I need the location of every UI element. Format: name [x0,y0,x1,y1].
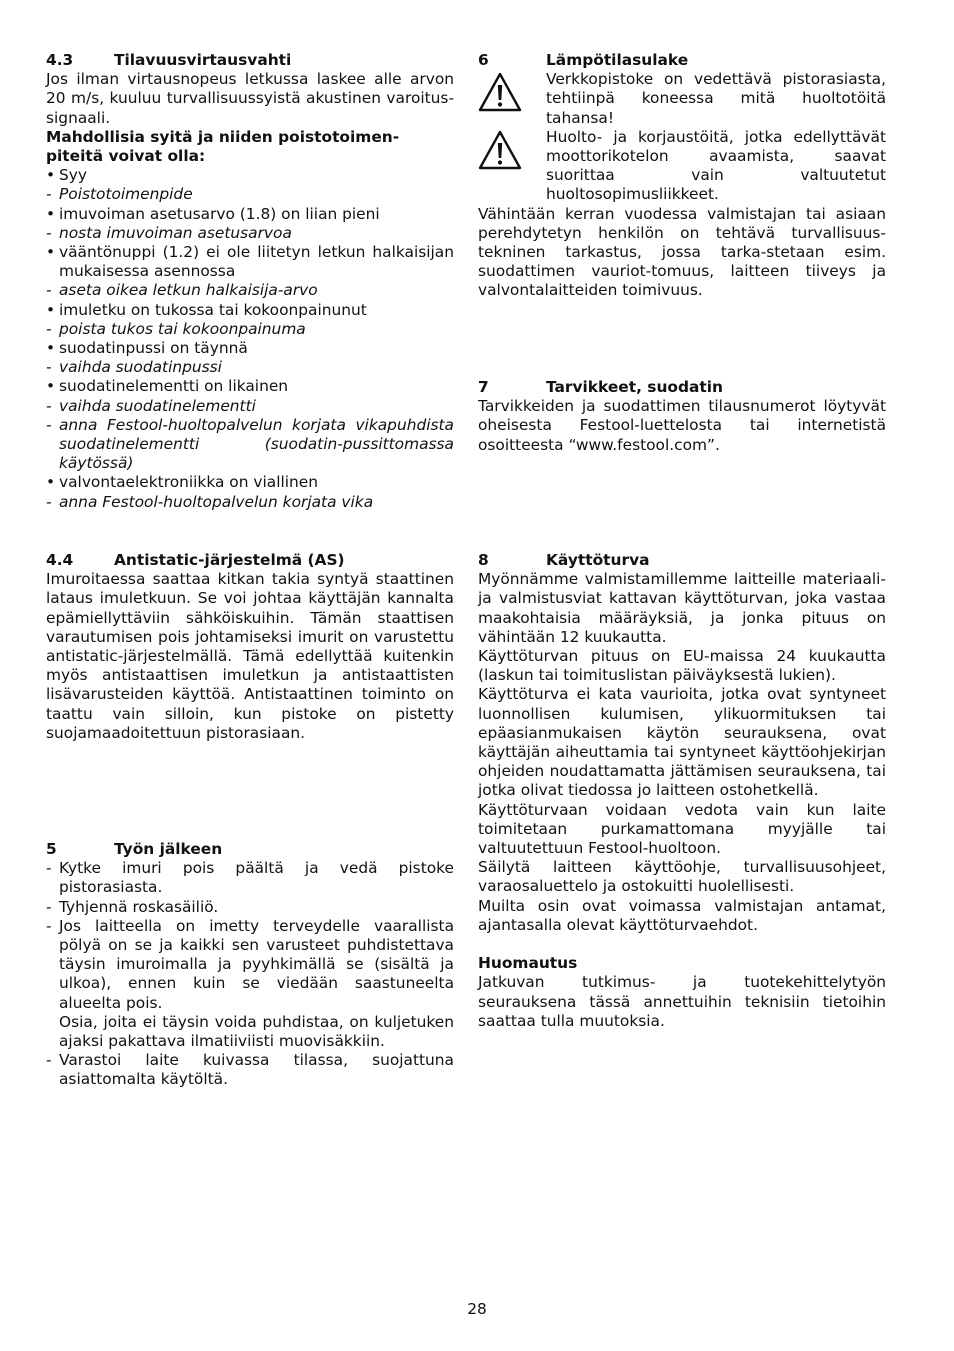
paragraph: Muilta osin ovat voimassa valmistajan antamat, ajantasalla olevat käyttöturvaehdot. [478,896,886,934]
warning-block [478,70,886,128]
section-title: Tarvikkeet, suodatin [546,378,723,396]
warning-text: Huolto- ja korjaustöitä, jotka edellyttävät moottorikotelon avaamista, saavat suorittaa vain valtuutetut huoltosopimusliikkeet. [546,127,886,204]
section-7 [478,378,886,455]
list-item: - Jos laitteella on imetty terveydelle vaarallista pölyä on se ja kaikki sen varusteet puhdistettava täysin imuroimalla ja pyyhkimällä se (sisältä ja ulkoa), ennen kuin se viedään saastuneelta alueelta pois. Osia, joita ei täysin voida puhdistaa, on kuljetuken ajaksi pakattava ilmatiiviisti muovisäkkiin. [46,916,454,1051]
list-item: - Kytke imuri pois päältä ja vedä pistoke pistorasiasta. [46,859,454,897]
paragraph: Käyttöturva ei kata vaurioita, jotka ovat syntyneet luonnollisen kulumisen, ylikuormituksen tai epäasianmukaisen käytön seurauksena, ovat käyttäjän aiheuttamia tai syntyneet käyttöohjekirjan ohjeiden noudattamatta jättämisen seurauksena, tai jotka olivat tiedossa jo laitteen ostohetkellä. [478,685,886,800]
cause-item: • suodatinelementti on likainen [46,377,289,396]
section-number: 4.4 [46,551,74,569]
section-6 [478,51,886,301]
causes-heading: Mahdollisia syitä ja niiden poistotoimen-piteitä voivat olla: [46,127,400,165]
note-title: Huomautus [478,954,578,973]
paragraph: Käyttöturvan pituus on EU-maissa 24 kuukautta (laskun tai toimituslistan päiväyksestä lukien). [478,647,886,685]
cause-item: • valvontaelektroniikka on viallinen [46,473,318,492]
section-number: 7 [478,378,489,396]
section-title: Antistatic-järjestelmä (AS) [114,551,345,569]
remedy-item: - anna Festool-huoltopalvelun korjata vikapuhdista suodatinelementti (suodatin-pussittomassa käytössä) [46,415,454,473]
section-number: 6 [478,51,489,69]
cause-item: • imuvoiman asetusarvo (1.8) on liian pieni [46,204,380,223]
list-item: - Tyhjennä roskasäiliö. [46,897,219,916]
remedy-item: - nosta imuvoiman asetusarvoa [46,223,292,242]
section-title: Tilavuusvirtausvahti [114,51,292,69]
list-item-extra: Osia, joita ei täysin voida puhdistaa, on kuljetuken ajaksi pakattava ilmatiiviisti muovisäkkiin. [59,1012,454,1051]
remedy-item: - vaihda suodatinelementti [46,396,256,415]
section-4-4 [46,551,454,743]
list-item: - Varastoi laite kuivassa tilassa, suojattuna asiattomalta käytöltä. [46,1051,454,1089]
cause-item: • imuletku on tukossa tai kokoonpainunut [46,300,367,319]
section-number: 5 [46,840,57,858]
legend-remedy: - Poistotoimenpide [46,185,193,204]
page-number: 28 [467,1300,487,1318]
remedy-item: - aseta oikea letkun halkaisija-arvo [46,281,318,300]
remedy-item: - anna Festool-huoltopalvelun korjata vika [46,492,374,511]
legend-cause: • Syy [46,166,87,185]
remedy-item: - poista tukos tai kokoonpainuma [46,319,306,338]
section-4-3 [46,51,454,512]
note-body: Jatkuvan tutkimus- ja tuotekehittelytyön seurauksena tässä annettuihin teknisiin tietoihin saattaa tulla muutoksia. [478,973,886,1030]
warning-text: Verkkopistoke on vedettävä pistorasiasta, tehtiinpä koneessa mitä huoltotöitä tahansa! [546,70,886,127]
section-intro: Jos ilman virtausnopeus letkussa laskee alle arvon 20 m/s, kuuluu turvallisuussyistä akustinen varoitus-signaali. [46,70,454,127]
section-5 [46,840,454,1090]
remedy-item: - vaihda suodatinpussi [46,358,222,377]
section-number: 8 [478,551,489,569]
section-number: 4.3 [46,51,74,69]
section-heading [478,378,886,397]
section-title: Käyttöturva [546,551,650,569]
section-body: Imuroitaessa saattaa kitkan takia syntyä staattinen lataus imuletkuun. Se voi johtaa käyttäjän kannalta epämiellyttäviin sähköiskuihin. Tämän staattisen varautumisen pois johtamiseksi imurit on varustettu antistatic-järjestelmällä. Tämä edellyttää kuitenkin myös antistaattisen imuletkun ja antistaattisten lisävarusteiden käyttöä. Antistaattinen toiminto on taattu vain silloin, kun pistoke on pistetty suojamaadoitettuun pistorasiaan. [46,570,454,742]
section-title: Työn jälkeen [114,840,223,858]
section-heading [478,551,886,570]
paragraph: Säilytä laitteen käyttöohje, turvallisuusohjeet, varaosaluettelo ja ostokuitti huolellisesti. [478,858,886,896]
warning-block [478,128,886,205]
section-heading [46,551,454,570]
section-heading [46,51,454,70]
paragraph: Käyttöturvaan voidaan vedota vain kun laite toimitetaan purkamattomana myyjälle tai valtuutettuun Festool-huoltoon. [478,800,886,858]
warning-triangle-icon [478,72,522,112]
section-title: Lämpötilasulake [546,51,689,69]
cause-item: • suodatinpussi on täynnä [46,339,248,358]
section-heading [478,51,886,70]
section-heading [46,840,454,859]
warning-triangle-icon [478,130,522,170]
section-body: Tarvikkeiden ja suodattimen tilausnumerot löytyvät oheisesta Festool-luettelosta tai internetistä osoitteesta “www.festool.com”. [478,397,886,454]
section-body: Vähintään kerran vuodessa valmistajan tai asiaan perehdytetyn henkilön on tehtävä turvallisuus-tekninen tarkastus, jossa tarka-stetaan esim. suodattimen vauriot-tomuus, laitteen tiiveys ja valvontalaitteiden toimivuus. [478,204,886,300]
cause-item: • vääntönuppi (1.2) ei ole liitetyn letkun halkaisijan mukaisessa asennossa [46,243,454,281]
paragraph: Myönnämme valmistamillemme laitteille materiaali- ja valmistusviat kattavan käyttöturvan, joka vastaa maakohtaisia määräyksiä, ja jonka pituus on vähintään 12 kuukautta. [478,570,886,646]
section-8 [478,551,886,1031]
